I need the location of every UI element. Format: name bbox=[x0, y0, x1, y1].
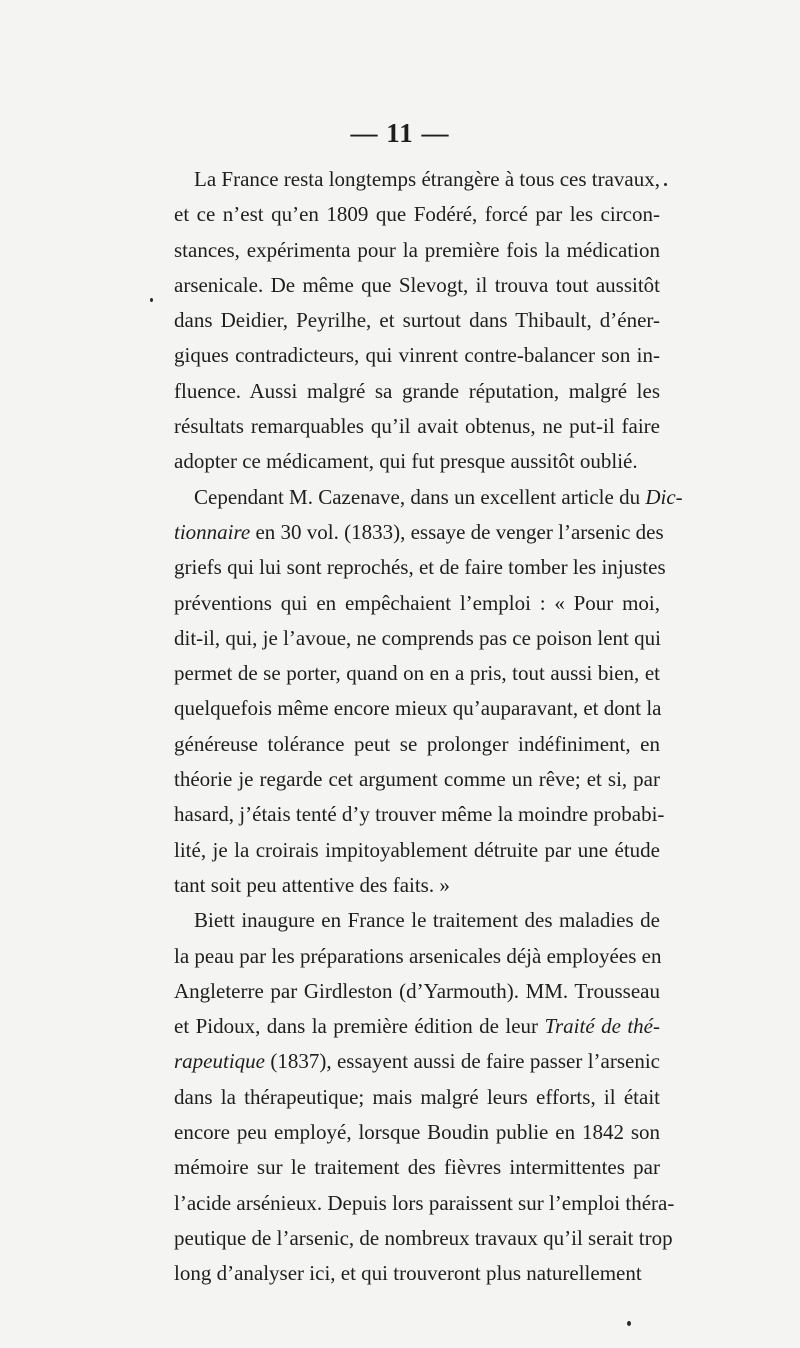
line-text: Biett inaugure en France le traitement des maladies de bbox=[194, 908, 660, 933]
text-line bbox=[174, 727, 660, 762]
line-text: long d’analyser ici, et qui trouveront plus naturellement bbox=[174, 1261, 642, 1286]
text-line bbox=[174, 444, 660, 479]
text-line bbox=[174, 1256, 660, 1291]
text-line bbox=[174, 939, 660, 974]
text-line bbox=[174, 374, 660, 409]
line-text: mémoire sur le traitement des fièvres intermittentes par bbox=[174, 1155, 660, 1180]
text-line bbox=[174, 338, 660, 373]
text-line bbox=[174, 233, 660, 268]
line-text: lité, je la croirais impitoyablement détruite par une étude bbox=[174, 837, 660, 862]
line-text: dit-il, qui, je l’avoue, ne comprends pas ce poison lent qui bbox=[174, 625, 661, 650]
italic-title: tionnaire bbox=[174, 519, 251, 544]
text-line bbox=[174, 621, 660, 656]
text-line bbox=[174, 1115, 660, 1150]
line-text: généreuse tolérance peut se prolonger indéfiniment, en bbox=[174, 731, 660, 756]
line-text: préventions qui en empêchaient l’emploi : « Pour moi, bbox=[174, 590, 660, 615]
line-text: Angleterre par Girdleston (d’Yarmouth). MM. Trousseau bbox=[174, 978, 660, 1003]
italic-title: Dic- bbox=[645, 484, 683, 509]
line-text: permet de se porter, quand on en a pris, tout aussi bien, et bbox=[174, 661, 660, 686]
page-number: — 11 — bbox=[350, 118, 450, 148]
text-line bbox=[174, 1186, 675, 1221]
line-text: giques contradicteurs, qui vinrent contre-balancer son in- bbox=[174, 343, 660, 368]
text-line bbox=[174, 550, 666, 585]
text-line bbox=[174, 1150, 660, 1185]
text-line bbox=[174, 586, 660, 621]
italic-title: Traité de thé- bbox=[544, 1014, 660, 1039]
text-line bbox=[174, 515, 664, 550]
line-text: La France resta longtemps étrangère à tous ces travaux, bbox=[194, 167, 660, 191]
scan-speck bbox=[627, 1321, 631, 1326]
text-line bbox=[174, 1221, 673, 1256]
text-line bbox=[174, 974, 660, 1009]
text-line bbox=[174, 1044, 660, 1079]
scan-speck bbox=[150, 298, 153, 302]
text-line bbox=[174, 762, 660, 797]
text-line bbox=[174, 833, 660, 868]
line-text: en 30 vol. (1833), essaye de venger l’arsenic des bbox=[250, 519, 664, 544]
scan-speck bbox=[664, 183, 667, 186]
line-text: dans Deidier, Peyrilhe, et surtout dans Thibault, d’éner- bbox=[174, 308, 660, 333]
line-text: peutique de l’arsenic, de nombreux travaux qu’il serait trop bbox=[174, 1225, 673, 1250]
text-line bbox=[174, 797, 665, 832]
text-line bbox=[174, 1009, 660, 1044]
line-text: Cependant M. Cazenave, dans un excellent article du bbox=[194, 484, 646, 509]
text-line bbox=[174, 1080, 660, 1115]
line-text: l’acide arsénieux. Depuis lors paraissent sur l’emploi théra- bbox=[174, 1190, 675, 1215]
line-text: adopter ce médicament, qui fut presque aussitôt oublié. bbox=[174, 449, 638, 474]
line-text: stances, expérimenta pour la première fois la médication bbox=[174, 237, 660, 262]
text-line bbox=[174, 691, 660, 726]
line-text: arsenicale. De même que Slevogt, il trouva tout aussitôt bbox=[174, 272, 660, 297]
text-line bbox=[174, 656, 660, 691]
text-line bbox=[174, 868, 660, 903]
line-text: hasard, j’étais tenté d’y trouver même la moindre probabi- bbox=[174, 802, 665, 827]
text-line bbox=[174, 197, 660, 232]
body-text bbox=[174, 162, 683, 1292]
line-text: et ce n’est qu’en 1809 que Fodéré, forcé par les circon- bbox=[174, 202, 660, 227]
line-text: résultats remarquables qu’il avait obtenus, ne put-il faire bbox=[174, 414, 660, 439]
text-line bbox=[174, 303, 660, 338]
text-line bbox=[174, 480, 683, 515]
line-text: fluence. Aussi malgré sa grande réputation, malgré les bbox=[174, 378, 660, 403]
line-text: griefs qui lui sont reprochés, et de faire tomber les injustes bbox=[174, 555, 666, 580]
text-line bbox=[174, 409, 660, 444]
line-text: théorie je regarde cet argument comme un rêve; et si, par bbox=[174, 767, 660, 792]
text-line bbox=[174, 162, 660, 197]
line-text: quelquefois même encore mieux qu’auparavant, et dont la bbox=[174, 696, 662, 721]
italic-title: rapeutique bbox=[174, 1049, 265, 1074]
line-text: encore peu employé, lorsque Boudin publie en 1842 son bbox=[174, 1120, 660, 1145]
line-text: la peau par les préparations arsenicales déjà employées en bbox=[174, 943, 662, 968]
text-line bbox=[174, 903, 660, 938]
text-line bbox=[174, 268, 660, 303]
line-text: et Pidoux, dans la première édition de leur bbox=[174, 1014, 545, 1039]
line-text: dans la thérapeutique; mais malgré leurs efforts, il était bbox=[174, 1084, 660, 1109]
line-text: tant soit peu attentive des faits. » bbox=[174, 872, 450, 897]
line-text: (1837), essayent aussi de faire passer l’arsenic bbox=[264, 1049, 660, 1074]
